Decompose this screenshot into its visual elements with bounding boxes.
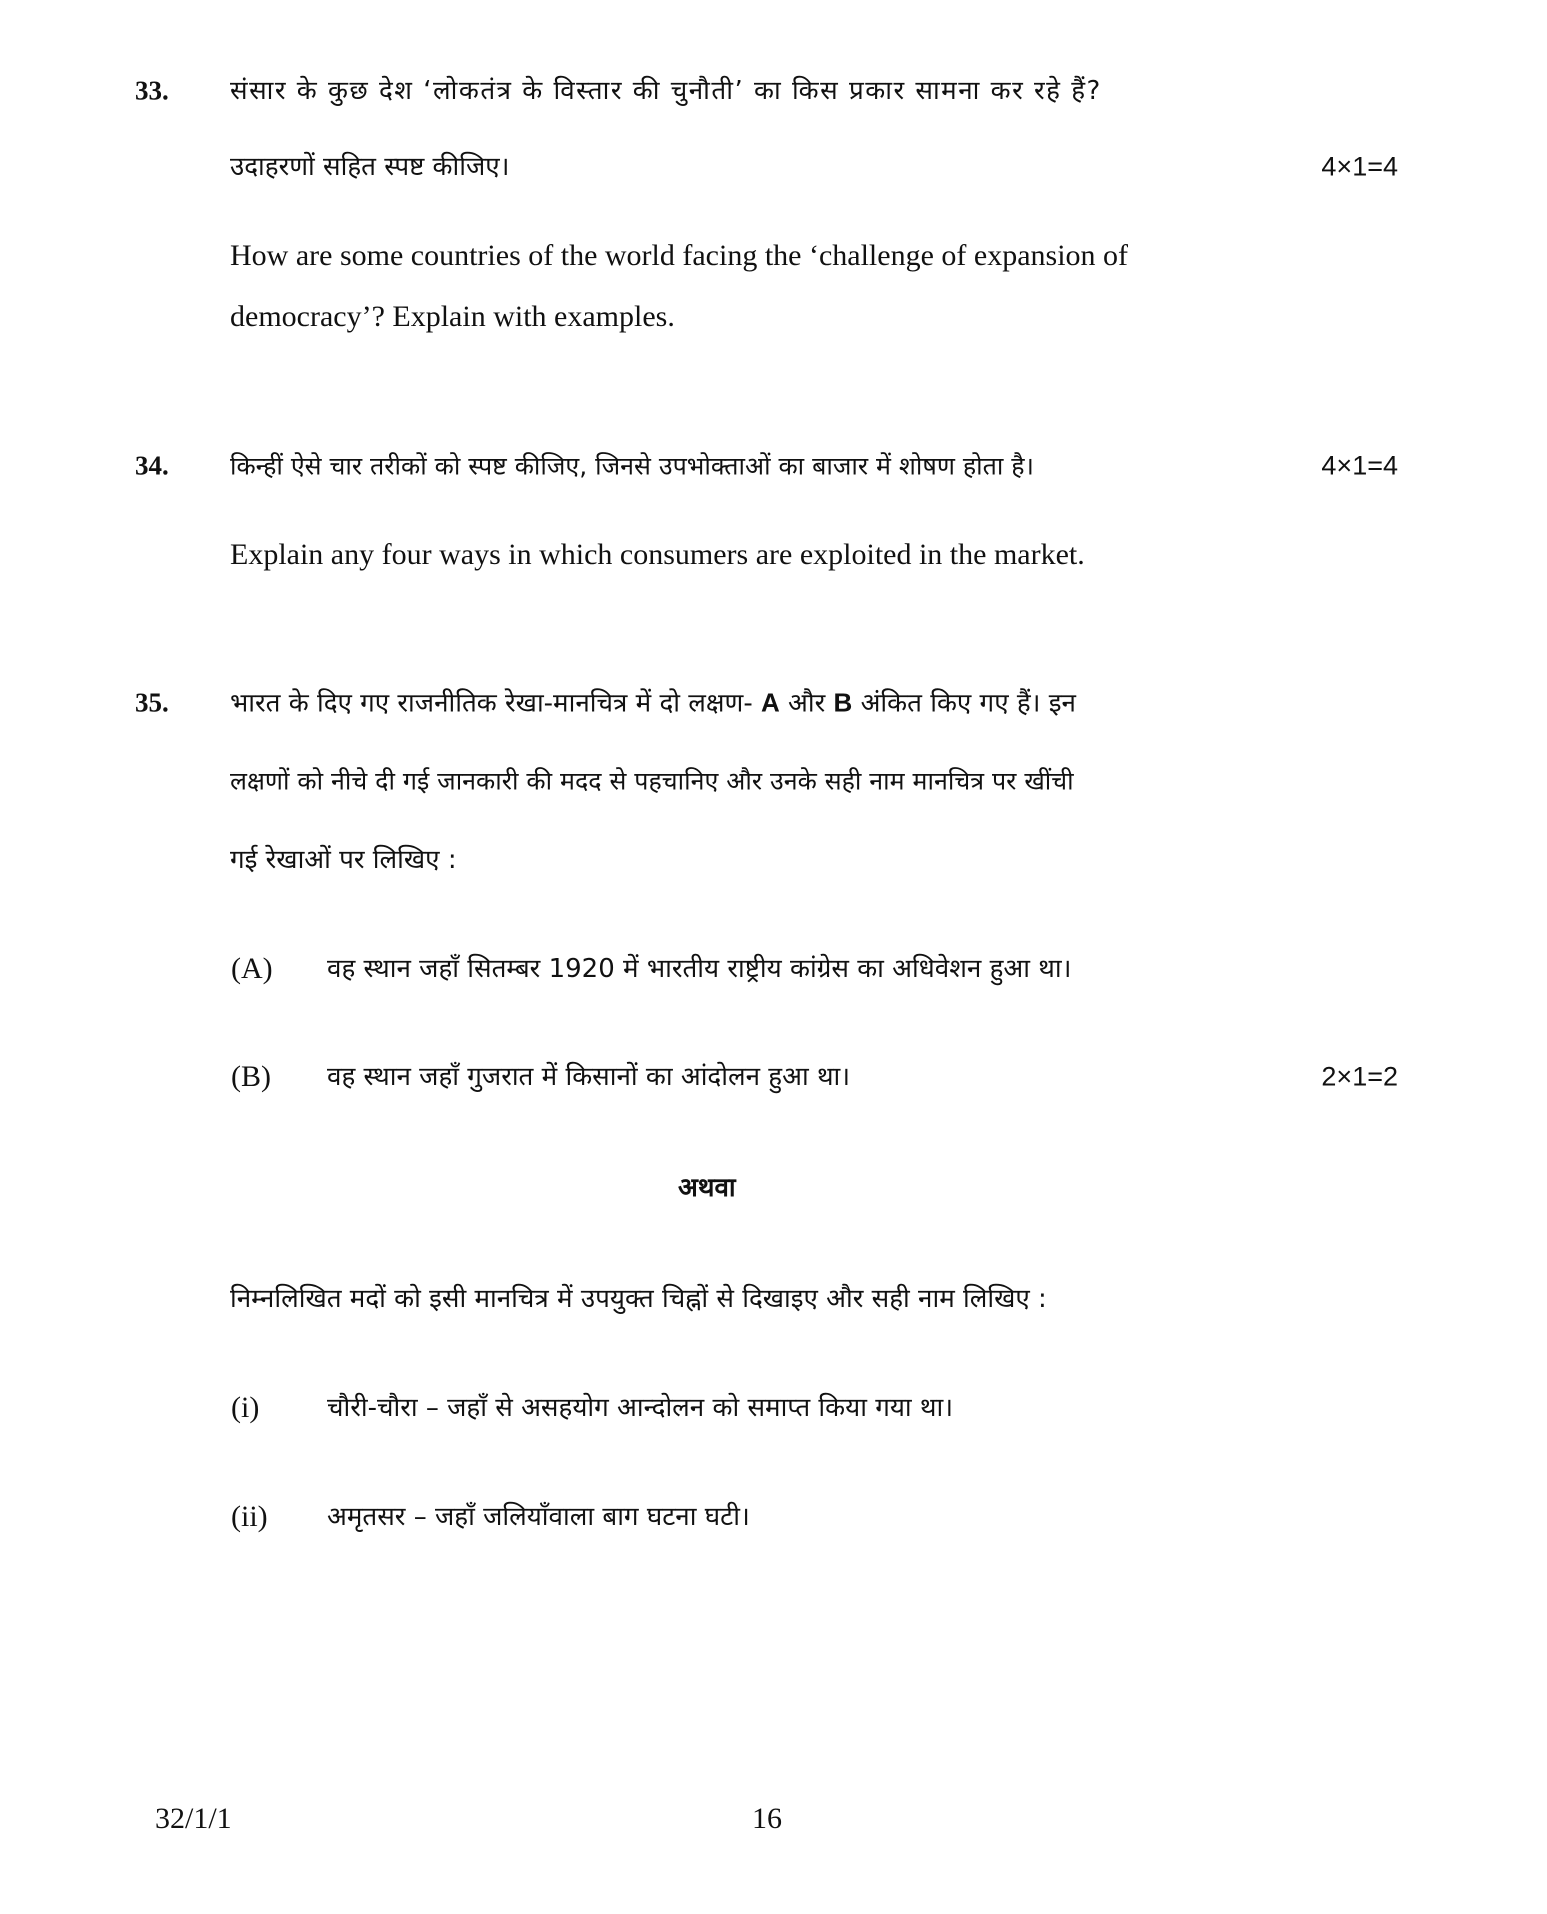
marks: 4×1=4 — [1321, 151, 1398, 182]
or-heading: अथवा — [678, 1173, 736, 1203]
text: अंकित किए गए हैं। इन — [860, 688, 1076, 719]
text: और — [788, 688, 826, 719]
part-label: (ii) — [231, 1500, 268, 1533]
part-text: चौरी-चौरा – जहाँ से असहयोग आन्दोलन को समाप्त किया गया था। — [327, 1393, 954, 1423]
question-english: democracy’? Explain with examples. — [230, 300, 675, 333]
label-a: A — [760, 687, 780, 718]
part-text: वह स्थान जहाँ सितम्बर 1920 में भारतीय राष्ट्रीय कांग्रेस का अधिवेशन हुआ था। — [327, 954, 1072, 984]
question-hindi: लक्षणों को नीचे दी गई जानकारी की मदद से पहचानिए और उनके सही नाम मानचित्र पर खींची — [230, 766, 1074, 796]
label-b: B — [833, 687, 853, 718]
question-english: How are some countries of the world facing the ‘challenge of expansion of — [230, 239, 1129, 272]
question-number: 34. — [135, 450, 169, 481]
question-hindi — [230, 687, 1076, 719]
question-number: 33. — [135, 75, 169, 106]
question-english: Explain any four ways in which consumers are exploited in the market. — [230, 538, 1085, 571]
question-hindi: संसार के कुछ देश ‘लोकतंत्र के विस्तार की चुनौती’ का किस प्रकार सामना कर रहे हैं? — [230, 76, 1102, 106]
question-hindi: गई रेखाओं पर लिखिए : — [230, 845, 457, 875]
paper-code: 32/1/1 — [155, 1802, 232, 1835]
part-label: (B) — [231, 1060, 271, 1093]
question-number: 35. — [135, 687, 169, 718]
text: भारत के दिए गए राजनीतिक रेखा-मानचित्र में दो लक्षण- — [230, 688, 753, 719]
page-number: 16 — [752, 1802, 782, 1835]
question-hindi: उदाहरणों सहित स्पष्ट कीजिए। — [230, 152, 510, 182]
part-label: (A) — [231, 952, 273, 985]
alt-intro: निम्नलिखित मदों को इसी मानचित्र में उपयुक्त चिह्नों से दिखाइए और सही नाम लिखिए : — [230, 1284, 1047, 1314]
marks: 4×1=4 — [1321, 450, 1398, 481]
part-text: वह स्थान जहाँ गुजरात में किसानों का आंदोलन हुआ था। — [327, 1062, 851, 1092]
part-label: (i) — [231, 1391, 260, 1424]
part-text: अमृतसर – जहाँ जलियाँवाला बाग घटना घटी। — [327, 1502, 750, 1532]
question-hindi: किन्हीं ऐसे चार तरीकों को स्पष्ट कीजिए, जिनसे उपभोक्ताओं का बाजार में शोषण होता है। — [230, 451, 1035, 481]
marks: 2×1=2 — [1321, 1061, 1398, 1092]
